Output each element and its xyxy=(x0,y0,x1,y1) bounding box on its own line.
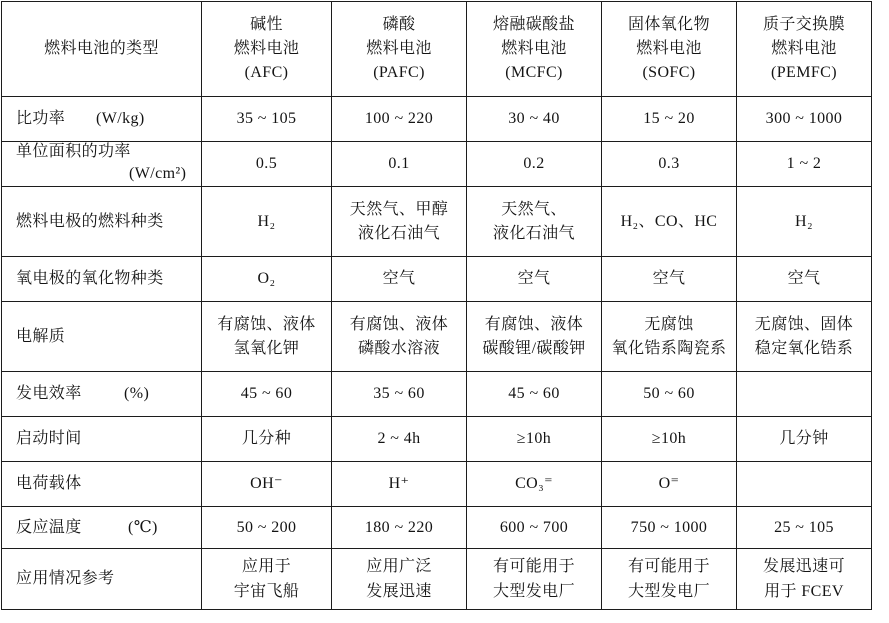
row-label-text: 启动时间 xyxy=(16,430,82,447)
row-label-text: 比功率 xyxy=(16,110,66,127)
cell-pemfc xyxy=(737,372,872,417)
cell-line: 0.5 xyxy=(255,155,278,172)
cell-sofc xyxy=(602,302,737,372)
cell-line: 大型发电厂 xyxy=(627,583,710,600)
cell-pemfc xyxy=(737,97,872,142)
cell-line: 750 ~ 1000 xyxy=(630,518,708,536)
cell-line: 液化石油气 xyxy=(357,224,440,242)
cell-line: 大型发电厂 xyxy=(492,583,575,600)
cell-mcfc xyxy=(467,549,602,610)
cell-line: 有可能用于 xyxy=(627,558,710,575)
cell-afc xyxy=(202,417,332,462)
row-label xyxy=(2,257,202,302)
cell-line: 有腐蚀、液体 xyxy=(217,315,316,333)
cell-line: 用于 FCEV xyxy=(764,583,844,600)
row-label-text: 应用情况参考 xyxy=(16,570,115,587)
cell-afc xyxy=(202,372,332,417)
cell-pafc xyxy=(332,97,467,142)
row-unit: (℃) xyxy=(128,518,158,536)
cell-sofc xyxy=(602,372,737,417)
cell-line: H₂ xyxy=(795,212,813,230)
cell-mcfc xyxy=(467,507,602,549)
cell-pemfc xyxy=(737,187,872,257)
cell-pafc xyxy=(332,507,467,549)
header-abbr: (PAFC) xyxy=(373,64,425,81)
cell-afc xyxy=(202,549,332,610)
row-oxidant-type xyxy=(2,257,872,302)
cell-pafc xyxy=(332,462,467,507)
cell-sofc xyxy=(602,507,737,549)
cell-line: 应用于 xyxy=(241,558,292,575)
cell-line: 45 ~ 60 xyxy=(508,385,560,402)
cell-line: 0.2 xyxy=(523,155,545,172)
row-label xyxy=(2,462,202,507)
row-unit: (W/cm²) xyxy=(129,164,187,182)
row-label xyxy=(2,187,202,257)
row-unit: (W/kg) xyxy=(96,110,145,127)
header-pafc xyxy=(332,2,467,97)
row-label-text: 电解质 xyxy=(16,327,66,345)
header-suffix: 燃料电池 xyxy=(771,40,837,57)
cell-pemfc xyxy=(737,302,872,372)
header-name: 碱性 xyxy=(250,16,283,33)
cell-line: 0.3 xyxy=(658,155,680,172)
header-suffix: 燃料电池 xyxy=(636,40,702,57)
cell-line: 天然气、甲醇 xyxy=(349,200,449,218)
cell-line: 35 ~ 60 xyxy=(373,385,425,402)
cell-line: 磷酸水溶液 xyxy=(357,339,440,357)
header-suffix: 燃料电池 xyxy=(501,40,567,57)
cell-line: 发展迅速可 xyxy=(762,558,845,575)
cell-pemfc xyxy=(737,462,872,507)
cell-afc xyxy=(202,302,332,372)
cell-pemfc xyxy=(737,549,872,610)
header-abbr: (MCFC) xyxy=(505,64,563,81)
cell-line: 空气 xyxy=(787,270,821,287)
cell-line: 1 ~ 2 xyxy=(786,155,822,172)
header-afc xyxy=(202,2,332,97)
cell-pafc xyxy=(332,187,467,257)
cell-line: 0.1 xyxy=(388,155,410,172)
row-label-text: 单位面积的功率 xyxy=(16,142,131,160)
cell-pemfc xyxy=(737,417,872,462)
cell-afc xyxy=(202,507,332,549)
cell-line: 45 ~ 60 xyxy=(240,385,293,402)
cell-line: 氢氧化钾 xyxy=(233,339,300,357)
cell-pafc xyxy=(332,142,467,187)
cell-line: 碳酸锂/碳酸钾 xyxy=(482,339,586,357)
cell-line: 发展迅速 xyxy=(366,583,432,600)
header-name: 熔融碳酸盐 xyxy=(492,16,575,33)
cell-line: 100 ~ 220 xyxy=(364,110,434,127)
cell-line: 有可能用于 xyxy=(492,558,575,575)
row-power-per-area xyxy=(2,142,872,187)
header-mcfc xyxy=(467,2,602,97)
cell-line: 空气 xyxy=(517,270,551,287)
row-applications xyxy=(2,549,872,610)
cell-mcfc xyxy=(467,142,602,187)
cell-line: 30 ~ 40 xyxy=(508,110,560,127)
row-label xyxy=(2,372,202,417)
header-suffix: 燃料电池 xyxy=(233,40,300,57)
cell-line: 35 ~ 105 xyxy=(236,110,297,127)
row-label-text: 燃料电极的燃料种类 xyxy=(16,212,164,230)
cell-afc xyxy=(202,97,332,142)
cell-line: 有腐蚀、液体 xyxy=(349,315,449,333)
header-row xyxy=(2,2,872,97)
row-label xyxy=(2,302,202,372)
cell-mcfc xyxy=(467,257,602,302)
cell-line: O⁼ xyxy=(658,475,680,492)
row-charge-carrier xyxy=(2,462,872,507)
cell-line: O₂ xyxy=(257,270,276,287)
row-label xyxy=(2,142,202,187)
cell-line: 应用广泛 xyxy=(366,558,432,575)
cell-line: 600 ~ 700 xyxy=(499,518,569,536)
cell-line: 25 ~ 105 xyxy=(774,518,834,536)
row-specific-power xyxy=(2,97,872,142)
row-label xyxy=(2,417,202,462)
cell-line: 几分种 xyxy=(241,430,292,447)
header-name: 磷酸 xyxy=(382,16,416,33)
cell-line: 50 ~ 60 xyxy=(643,385,695,402)
header-type-label-text: 燃料电池的类型 xyxy=(44,40,159,57)
cell-pafc xyxy=(332,549,467,610)
fuel-cell-comparison-table xyxy=(1,1,872,610)
cell-line: ≥10h xyxy=(651,430,687,447)
cell-pemfc xyxy=(737,507,872,549)
header-name: 质子交换膜 xyxy=(762,16,845,33)
cell-line: 空气 xyxy=(652,270,686,287)
cell-pafc xyxy=(332,417,467,462)
row-label-text: 发电效率 xyxy=(16,385,82,402)
cell-line: CO₃⁼ xyxy=(515,475,553,492)
cell-pafc xyxy=(332,257,467,302)
cell-sofc xyxy=(602,97,737,142)
cell-line: 15 ~ 20 xyxy=(643,110,695,127)
cell-line: 2 ~ 4h xyxy=(377,430,421,447)
cell-line: 空气 xyxy=(382,270,416,287)
header-name: 固体氧化物 xyxy=(627,16,710,33)
cell-line: 稳定氧化锆系 xyxy=(754,339,854,357)
cell-sofc xyxy=(602,417,737,462)
cell-sofc xyxy=(602,549,737,610)
cell-afc xyxy=(202,142,332,187)
header-suffix: 燃料电池 xyxy=(366,40,432,57)
row-efficiency xyxy=(2,372,872,417)
cell-line: ≥10h xyxy=(516,430,552,447)
row-fuel-type xyxy=(2,187,872,257)
row-unit: (%) xyxy=(124,385,150,402)
cell-mcfc xyxy=(467,302,602,372)
header-pemfc xyxy=(737,2,872,97)
cell-afc xyxy=(202,187,332,257)
row-label-text: 氧电极的氧化物种类 xyxy=(16,270,164,287)
cell-afc xyxy=(202,257,332,302)
cell-pemfc xyxy=(737,142,872,187)
header-abbr: (SOFC) xyxy=(642,64,696,81)
cell-sofc xyxy=(602,187,737,257)
cell-line: 宇宙飞船 xyxy=(233,583,300,600)
cell-sofc xyxy=(602,142,737,187)
cell-line: 50 ~ 200 xyxy=(236,518,297,536)
cell-line: H₂ xyxy=(257,212,276,230)
cell-line: 有腐蚀、液体 xyxy=(484,315,584,333)
cell-mcfc xyxy=(467,417,602,462)
cell-line: 天然气、 xyxy=(501,200,567,218)
cell-sofc xyxy=(602,462,737,507)
cell-afc xyxy=(202,462,332,507)
header-abbr: (PEMFC) xyxy=(771,64,837,81)
cell-mcfc xyxy=(467,372,602,417)
cell-line: 180 ~ 220 xyxy=(364,518,434,536)
cell-line: 300 ~ 1000 xyxy=(765,110,843,127)
row-label-text: 反应温度 xyxy=(16,518,82,536)
header-abbr: (AFC) xyxy=(244,64,289,81)
cell-sofc xyxy=(602,257,737,302)
cell-pafc xyxy=(332,302,467,372)
row-label xyxy=(2,507,202,549)
row-label-text: 电荷载体 xyxy=(16,475,82,492)
header-sofc xyxy=(602,2,737,97)
row-label xyxy=(2,97,202,142)
cell-line: H₂、CO、HC xyxy=(620,212,718,230)
row-reaction-temperature xyxy=(2,507,872,549)
row-startup-time xyxy=(2,417,872,462)
cell-mcfc xyxy=(467,462,602,507)
cell-line: 无腐蚀 xyxy=(644,315,694,333)
cell-line: 无腐蚀、固体 xyxy=(754,315,854,333)
cell-pemfc xyxy=(737,257,872,302)
cell-mcfc xyxy=(467,187,602,257)
header-type-label xyxy=(2,2,202,97)
cell-line: OH⁻ xyxy=(250,475,283,492)
row-label xyxy=(2,549,202,610)
cell-line: 氧化锆系陶瓷系 xyxy=(611,339,727,357)
cell-line: H⁺ xyxy=(388,475,410,492)
cell-pafc xyxy=(332,372,467,417)
cell-mcfc xyxy=(467,97,602,142)
cell-line: 几分钟 xyxy=(779,430,829,447)
cell-line: 液化石油气 xyxy=(492,224,575,242)
row-electrolyte xyxy=(2,302,872,372)
